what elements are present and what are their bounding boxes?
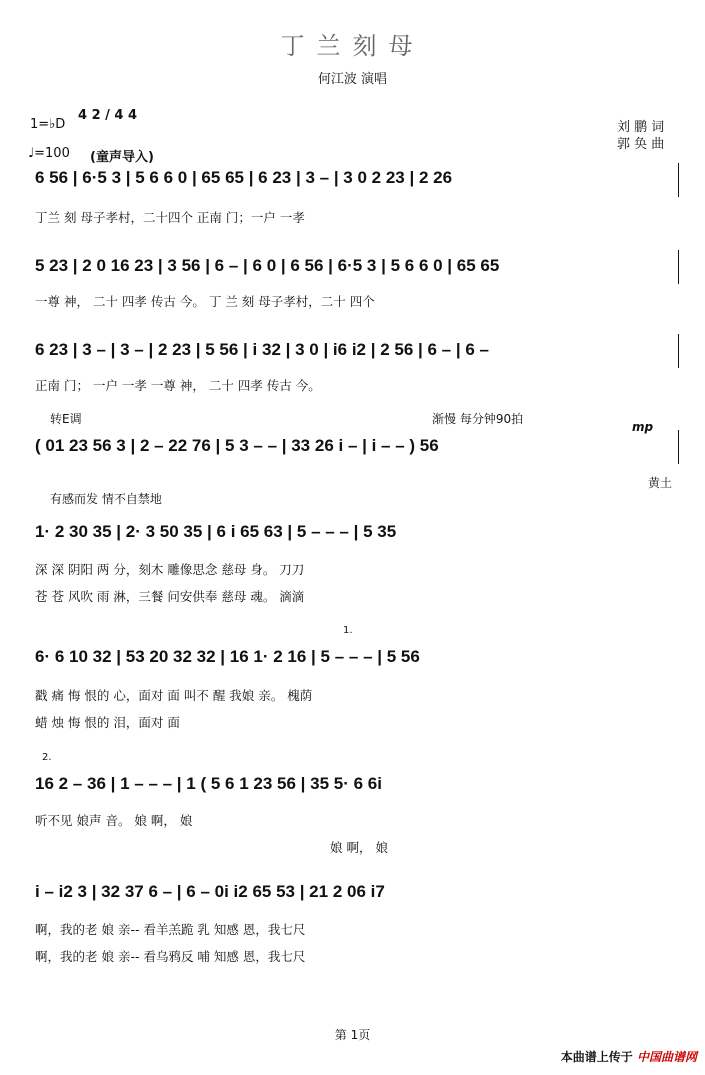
pickup-lyric: 黄土 bbox=[648, 476, 673, 490]
key-signature: 1=♭D bbox=[30, 117, 66, 132]
barline bbox=[678, 250, 679, 284]
lyric-line: 啊，我的老 娘 亲-- 看乌鸦反 哺 知感 恩，我七尺 bbox=[35, 949, 306, 964]
notation: 6· 6 10 32 | 53 20 32 32 | 16 1· 2 16 | 5 – – – | 5 56 bbox=[35, 647, 420, 666]
page-title: 丁兰刻母 bbox=[280, 32, 425, 60]
lyric-line: 啊，我的老 娘 亲-- 看羊羔跪 乳 知感 恩，我七尺 bbox=[35, 922, 306, 937]
lyric-line: 戳 痛 悔 恨的 心，面对 面 叫不 醒 我娘 亲。 槐荫 bbox=[35, 688, 313, 703]
singer-credit: 何江波 演唱 bbox=[317, 72, 388, 87]
footer bbox=[561, 1048, 697, 1065]
notation: 6 56 | 6·5 3 | 5 6 6 0 | 65 65 | 6 23 | 3 – | 3 0 2 23 | 2 26 bbox=[35, 168, 453, 187]
notation: 6 23 | 3 – | 3 – | 2 23 | 5 56 | i 32 | 3 0 | i6 i2 | 2 56 | 6 – | 6 – bbox=[35, 340, 489, 359]
lyric-line: 正南 门； 一户 一孝 一尊 神， 二十 四孝 传古 今。 bbox=[35, 378, 321, 393]
notation: ( 01 23 56 3 | 2 – 22 76 | 5 3 – – | 33 26 i – | i – – ) 56 bbox=[35, 436, 439, 455]
lyric-line: 深 深 阴阳 两 分，刻木 雕像思念 慈母 身。 刀刀 bbox=[35, 562, 305, 577]
barline bbox=[678, 163, 679, 197]
expression-mark: 有感而发 情不自禁地 bbox=[50, 492, 162, 506]
tempo-note: (童声导入) bbox=[90, 150, 154, 165]
volta-marker: 1. bbox=[343, 625, 353, 636]
tempo-change-label: 渐慢 每分钟90拍 bbox=[432, 412, 524, 426]
lyric-line: 丁兰 刻 母子孝村，二十四个 正南 门；一户 一孝 bbox=[35, 210, 305, 225]
footer-text: 本曲谱上传于 bbox=[560, 1050, 633, 1064]
lyric-line: 一尊 神， 二十 四孝 传古 今。 丁 兰 刻 母子孝村，二十 四个 bbox=[35, 294, 375, 309]
lyricist: 刘 鹏 词 bbox=[617, 120, 665, 135]
lyric-line: 娘 啊， 娘 bbox=[330, 840, 388, 855]
lyric-line: 苍 苍 风吹 雨 淋，三餐 问安供奉 慈母 魂。 滴滴 bbox=[35, 589, 305, 604]
lyric-line: 蜡 烛 悔 恨的 泪，面对 面 bbox=[35, 715, 180, 730]
tempo-mark: ♩=100 bbox=[28, 146, 70, 161]
notation: 1· 2 30 35 | 2· 3 50 35 | 6 i 65 63 | 5 – – – | 5 35 bbox=[35, 522, 397, 541]
time-signature: 4 2 / 4 4 bbox=[78, 108, 138, 123]
barline bbox=[678, 334, 679, 368]
lyric-line: 听不见 娘声 音。 娘 啊， 娘 bbox=[35, 813, 193, 828]
volta-marker: 2. bbox=[42, 752, 52, 763]
site-logo: 中国曲谱网 bbox=[636, 1050, 697, 1064]
notation: 16 2 – 36 | 1 – – – | 1 ( 5 6 1 23 56 | 35 5· 6 6i bbox=[35, 774, 382, 793]
page-number: 第 1页 bbox=[334, 1028, 371, 1042]
barline bbox=[678, 430, 679, 464]
key-change-label: 转E调 bbox=[50, 412, 82, 426]
dynamic-mark: mp bbox=[632, 420, 654, 434]
notation: 5 23 | 2 0 16 23 | 3 56 | 6 – | 6 0 | 6 56 | 6·5 3 | 5 6 6 0 | 65 65 bbox=[35, 256, 500, 275]
composer: 郭 奂 曲 bbox=[617, 137, 665, 152]
notation: i – i2 3 | 32 37 6 – | 6 – 0i i2 65 53 | 21 2 06 i7 bbox=[35, 882, 385, 901]
